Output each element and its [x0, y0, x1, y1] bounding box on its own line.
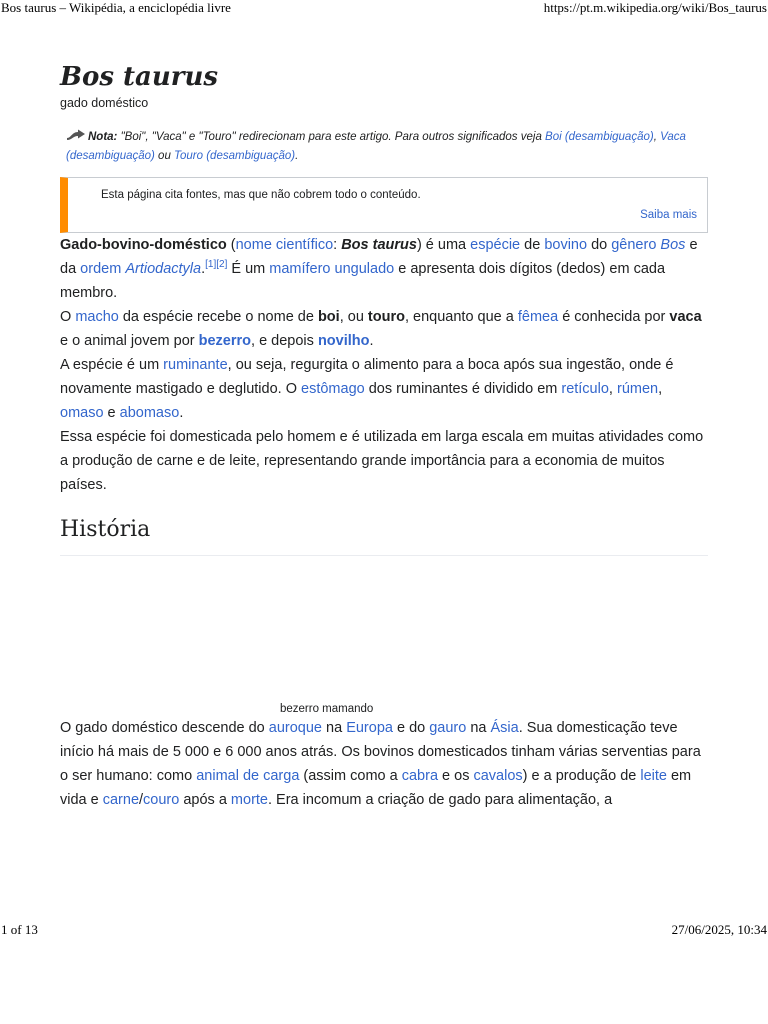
note-label: Nota:	[88, 131, 118, 143]
paragraph-domestication: Essa espécie foi domesticada pelo homem e é utilizada em larga escala em muitas atividades como a produção de carne e de leite, representando grande importância para a economia de muitos países.	[60, 429, 704, 493]
text: .	[369, 333, 374, 349]
text: ,	[608, 381, 617, 397]
link-cavalos[interactable]: cavalos	[473, 768, 523, 784]
text: do	[587, 237, 612, 253]
term-vaca: vaca	[669, 309, 702, 325]
print-url: https://pt.m.wikipedia.org/wiki/Bos_taurus	[543, 0, 767, 15]
term-bos-taurus: Bos taurus	[341, 237, 417, 253]
link-rumen[interactable]: rúmen	[616, 381, 659, 397]
paragraph-history	[60, 716, 708, 812]
note-sep: ,	[653, 131, 661, 143]
link-bezerro[interactable]	[199, 333, 251, 349]
link-genero[interactable]: gênero	[611, 237, 657, 253]
text: é conhecida por	[558, 309, 670, 325]
text: de	[520, 237, 545, 253]
text: . Era incomum a criação de gado para alimentação, a	[268, 792, 613, 808]
link-reticulo[interactable]: retículo	[561, 381, 609, 397]
redirect-arrow-icon	[66, 129, 86, 141]
text: ) é uma	[416, 237, 471, 253]
link-gauro[interactable]: gauro	[429, 720, 467, 736]
link-boi-desambiguacao[interactable]: Boi (desambiguação)	[545, 131, 654, 143]
text: .	[179, 405, 184, 421]
figure	[60, 556, 708, 716]
text: e do	[392, 720, 430, 736]
print-header	[0, 0, 768, 16]
term-touro: touro	[367, 309, 405, 325]
page-subtitle: gado doméstico	[60, 96, 149, 110]
link-bezerro-text: bezerro	[198, 333, 252, 349]
link-bos-text: Bos	[660, 237, 686, 253]
text: na	[322, 720, 347, 736]
link-europa[interactable]: Europa	[346, 720, 393, 736]
term-gado-bovino: Gado-bovino-doméstico	[60, 237, 227, 253]
text: dos ruminantes é dividido em	[364, 381, 562, 397]
link-auroque[interactable]: auroque	[268, 720, 322, 736]
link-cabra[interactable]: cabra	[401, 768, 439, 784]
text: É um	[227, 261, 270, 277]
link-macho[interactable]: macho	[75, 309, 119, 325]
note-text: "Boi", "Vaca" e "Touro" redirecionam para este artigo. Para outros significados veja	[117, 131, 546, 143]
page-counter: 1 of 13	[1, 922, 38, 937]
text: . Sua domesticação teve início há mais de 5 000 e 6 000 anos atrás. Os bovinos domesticados tinham várias serventias para o ser humano: como	[60, 720, 701, 784]
figure-caption: bezerro mamando	[280, 703, 374, 715]
link-morte[interactable]: morte	[230, 792, 268, 808]
article-content	[60, 60, 708, 812]
text: em vida e	[60, 768, 692, 808]
link-omaso[interactable]: omaso	[60, 405, 104, 421]
print-footer	[0, 922, 768, 938]
term-boi: boi	[317, 309, 340, 325]
link-asia[interactable]: Ásia	[490, 720, 519, 736]
text: , enquanto que a	[404, 309, 518, 325]
text: da espécie recebe o nome de	[118, 309, 318, 325]
text: após a	[179, 792, 231, 808]
link-mamifero-ungulado[interactable]: mamífero ungulado	[269, 261, 395, 277]
link-novilho[interactable]	[318, 333, 370, 349]
text: :	[333, 237, 342, 253]
text: O	[60, 309, 76, 325]
print-page-title: Bos taurus – Wikipédia, a enciclopédia livre	[1, 0, 231, 15]
page-title: Bos taurus	[60, 62, 219, 92]
text: e os	[438, 768, 474, 784]
text: , ou seja, regurgita o alimento para a boca após sua ingestão, onde é novamente mastigado e deglutido. O	[60, 357, 674, 397]
text: na	[466, 720, 491, 736]
link-bovino[interactable]: bovino	[544, 237, 588, 253]
text: e	[103, 405, 120, 421]
link-touro-desambiguacao[interactable]: Touro (desambiguação)	[174, 150, 296, 162]
notice-text: Esta página cita fontes, mas que não cobrem todo o conteúdo.	[101, 189, 421, 201]
text: ) e a produção de	[522, 768, 641, 784]
text: , e depois	[251, 333, 318, 349]
link-novilho-text: novilho	[317, 333, 370, 349]
link-especie[interactable]: espécie	[470, 237, 521, 253]
link-artiodactyla[interactable]	[125, 261, 201, 277]
text: O gado doméstico descende do	[60, 720, 269, 736]
text: e apresenta dois dígitos (dedos) em cada membro.	[60, 261, 666, 301]
paragraph-names	[60, 305, 708, 353]
text: /	[139, 792, 144, 808]
link-artiodactyla-text: Artiodactyla	[125, 261, 202, 277]
link-abomaso[interactable]: abomaso	[119, 405, 180, 421]
text: A espécie é um	[60, 357, 164, 373]
note-or: ou	[154, 150, 175, 162]
section-heading-historia: História	[60, 515, 708, 556]
paragraph-ruminant	[60, 353, 708, 425]
text: ,	[658, 381, 663, 397]
link-femea[interactable]: fêmea	[517, 309, 559, 325]
text: (	[226, 237, 236, 253]
link-nome-cientifico[interactable]: nome científico	[235, 237, 334, 253]
text: e o animal jovem por	[60, 333, 199, 349]
learn-more-link[interactable]: Saiba mais	[640, 209, 697, 221]
link-ruminante[interactable]: ruminante	[163, 357, 228, 373]
reference-link[interactable]: [1][2]	[205, 259, 228, 270]
sources-notice	[60, 177, 708, 233]
link-vaca-desambiguacao[interactable]: Vaca (desambiguação)	[66, 131, 686, 162]
link-couro[interactable]: couro	[143, 792, 180, 808]
link-estomago[interactable]: estômago	[301, 381, 365, 397]
hatnote	[60, 128, 708, 166]
note-end: .	[295, 150, 299, 162]
paragraph-intro	[60, 233, 708, 305]
print-datetime: 27/06/2025, 10:34	[671, 922, 767, 937]
link-bos[interactable]	[660, 237, 685, 253]
link-ordem[interactable]: ordem	[80, 261, 122, 277]
text: , ou	[339, 309, 368, 325]
link-animal-de-carga[interactable]: animal de carga	[196, 768, 300, 784]
text: (assim como a	[299, 768, 402, 784]
link-leite[interactable]: leite	[640, 768, 667, 784]
link-carne[interactable]: carne	[102, 792, 140, 808]
text: .	[201, 261, 206, 277]
text: e da	[60, 237, 698, 277]
